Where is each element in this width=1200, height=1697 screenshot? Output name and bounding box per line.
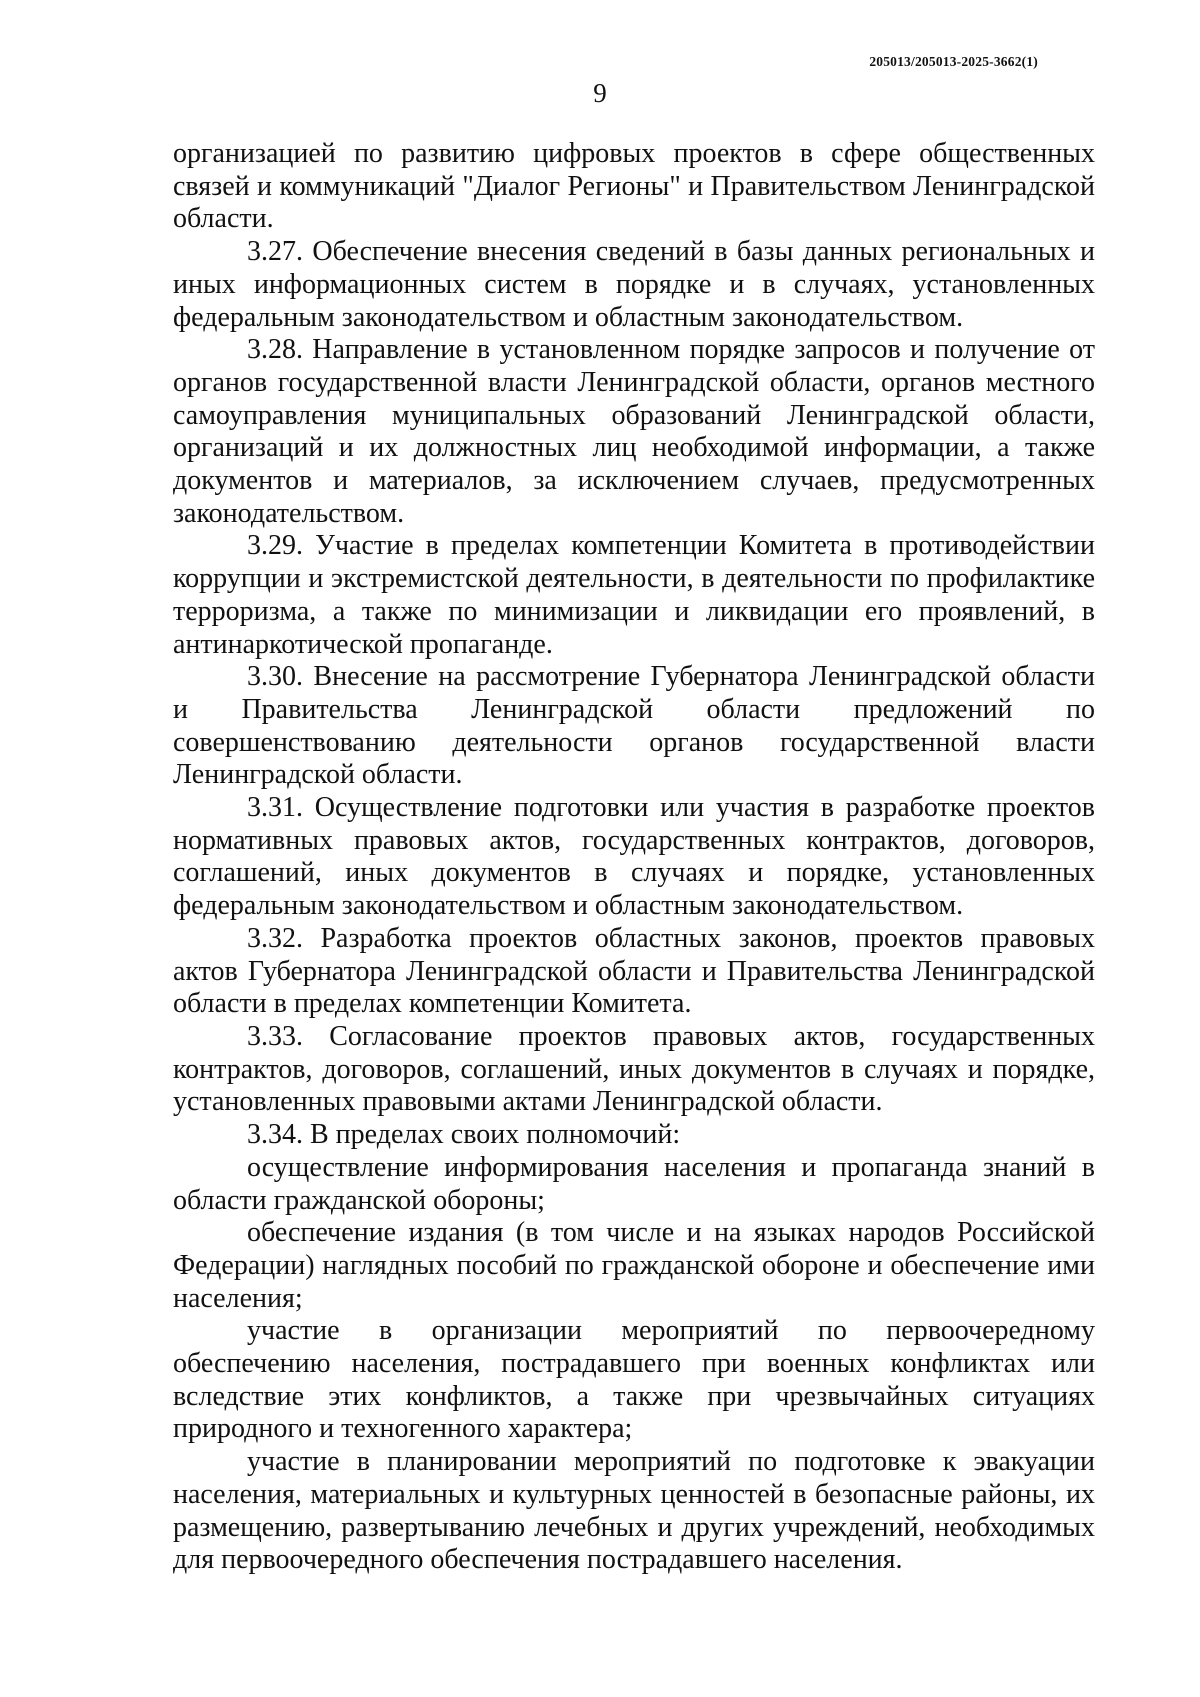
list-item-priority-support: участие в организации мероприятий по первоочередному обеспечению населения, пострадавшего при военных конфликтах или вследствие этих конфликтов, а также при чрезвычайных ситуациях природного и техногенного характера; xyxy=(173,1315,1095,1445)
paragraph-3-29: 3.29. Участие в пределах компетенции Комитета в противодействии коррупции и экстремистской деятельности, в деятельности по профилактике терроризма, а также по минимизации и ликвидации его проявлений, в антинаркотической пропаганде. xyxy=(173,530,1095,660)
paragraph-3-31: 3.31. Осуществление подготовки или участия в разработке проектов нормативных правовых актов, государственных контрактов, договоров, соглашений, иных документов в случаях и порядке, установленных федеральным законодательством и областным законодательством. xyxy=(173,792,1095,922)
list-item-visual-aids: обеспечение издания (в том числе и на языках народов Российской Федерации) наглядных пособий по гражданской обороне и обеспечение ими населения; xyxy=(173,1217,1095,1314)
paragraph-3-34: 3.34. В пределах своих полномочий: xyxy=(247,1119,681,1151)
document-id: 205013/205013-2025-3662(1) xyxy=(869,54,1038,69)
page-number: 9 xyxy=(593,78,607,108)
document-body xyxy=(173,138,1095,1577)
paragraph-3-30: 3.30. Внесение на рассмотрение Губернатора Ленинградской области и Правительства Ленинградской области предложений по совершенствованию деятельности органов государственной власти Ленинградской области. xyxy=(173,661,1095,791)
paragraph-3-33: 3.33. Согласование проектов правовых актов, государственных контрактов, договоров, соглашений, иных документов в случаях и порядке, установленных правовыми актами Ленинградской области. xyxy=(173,1020,1095,1118)
paragraph-continuation: организацией по развитию цифровых проектов в сфере общественных связей и коммуникаций "Диалог Регионы" и Правительством Ленинградской области. xyxy=(173,138,1095,235)
paragraph-3-27: 3.27. Обеспечение внесения сведений в базы данных региональных и иных информационных систем в порядке и в случаях, установленных федеральным законодательством и областным законодательством. xyxy=(173,236,1095,333)
list-item-evacuation-planning: участие в планировании мероприятий по подготовке к эвакуации населения, материальных и культурных ценностей в безопасные районы, их размещению, развертыванию лечебных и других учреждений, необходимых для первоочередного обеспечения пострадавшего населения. xyxy=(173,1446,1095,1576)
paragraph-3-28: 3.28. Направление в установленном порядке запросов и получение от органов государственной власти Ленинградской области, органов местного самоуправления муниципальных образований Ленинградской области, организаций и их должностных лиц необходимой информации, а также документов и материалов, за исключением случаев, предусмотренных законодательством. xyxy=(173,334,1095,529)
paragraph-3-32: 3.32. Разработка проектов областных законов, проектов правовых актов Губернатора Ленинградской области и Правительства Ленинградской области в пределах компетенции Комитета. xyxy=(173,922,1095,1020)
list-item-civil-defense-info: осуществление информирования населения и пропаганда знаний в области гражданской обороны; xyxy=(173,1151,1095,1216)
